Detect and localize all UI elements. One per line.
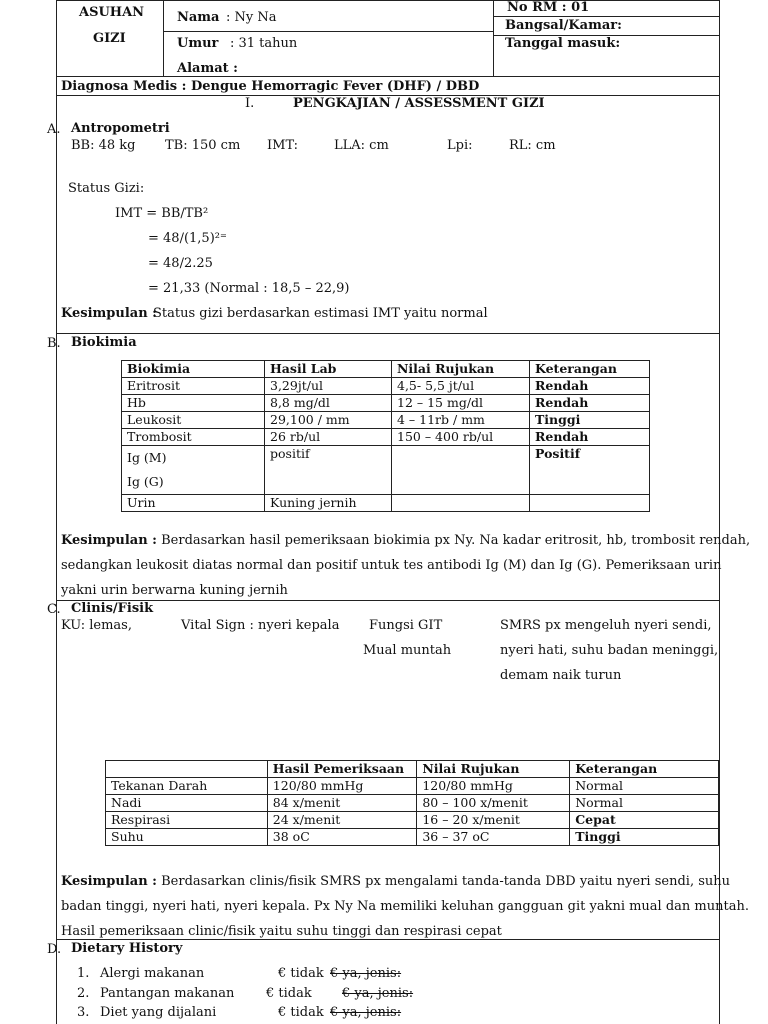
- section-c-letter: C.: [47, 602, 61, 617]
- imt-calc-1: IMT = BB/TB²: [115, 206, 209, 221]
- dietary-item-label: Pantangan makanan: [100, 986, 235, 1001]
- kesimpulan-label: Kesimpulan :: [61, 533, 157, 548]
- table-cell: 4,5- 5,5 jt/ul: [392, 378, 530, 395]
- table-row: [106, 795, 719, 812]
- table-cell: 120/80 mmHg: [417, 778, 570, 795]
- kesimpulan-label: Kesimpulan :: [61, 306, 157, 321]
- kesimpulan-label: Kesimpulan :: [61, 874, 157, 889]
- table-row: [122, 395, 650, 412]
- table-cell: Nadi: [106, 795, 268, 812]
- lpi-label: Lpi:: [447, 138, 473, 153]
- table-cell: Kuning jernih: [265, 495, 392, 512]
- section-divider: [57, 333, 719, 334]
- mual-muntah: Mual muntah: [363, 643, 452, 658]
- alamat-label: Alamat :: [177, 61, 238, 76]
- umur-label: Umur: [177, 36, 219, 51]
- option-ya-jenis[interactable]: € ya, jenis:: [330, 1005, 402, 1020]
- smrs-line2: nyeri hati, suhu badan meninggi,: [500, 643, 719, 658]
- kesimpulan-antropometri: Status gizi berdasarkan estimasi IMT yaitu normal: [153, 306, 488, 321]
- table-header: [106, 761, 268, 778]
- header-line: [163, 31, 493, 32]
- ig-m-label: Ig (M): [127, 450, 167, 465]
- tb-value: TB: 150 cm: [165, 138, 241, 153]
- section-title: PENGKAJIAN / ASSESSMENT GIZI: [293, 96, 545, 111]
- header-bottom-border: [57, 76, 719, 77]
- table-cell: Positif: [530, 446, 650, 495]
- table-cell: 3,29jt/ul: [265, 378, 392, 395]
- header-divider: [493, 0, 494, 76]
- table-header: Hasil Pemeriksaan: [267, 761, 417, 778]
- table-cell: Respirasi: [106, 812, 268, 829]
- table-row: [122, 495, 650, 512]
- ig-g-label: Ig (G): [127, 474, 164, 489]
- clinis-title: Clinis/Fisik: [71, 601, 154, 616]
- table-cell: Trombosit: [122, 429, 265, 446]
- table-cell: [392, 495, 530, 512]
- lla-value: LLA: cm: [334, 138, 389, 153]
- vital-sign-table: [105, 760, 719, 846]
- table-cell: Normal: [570, 795, 719, 812]
- section-b-letter: B.: [47, 336, 61, 351]
- table-cell: Suhu: [106, 829, 268, 846]
- header-divider: [163, 0, 164, 76]
- table-header: Nilai Rujukan: [392, 361, 530, 378]
- kesimpulan-biokimia-line3: yakni urin berwarna kuning jernih: [61, 583, 288, 598]
- table-header-row: [106, 761, 719, 778]
- table-header: Keterangan: [570, 761, 719, 778]
- table-cell: Leukosit: [122, 412, 265, 429]
- section-number: I.: [245, 96, 255, 111]
- biokimia-table: [121, 360, 650, 512]
- table-cell: Tekanan Darah: [106, 778, 268, 795]
- imt-calc-3: = 48/2.25: [148, 256, 213, 271]
- imt-calc-2: = 48/(1,5)²⁼: [148, 231, 227, 246]
- table-cell: 36 – 37 oC: [417, 829, 570, 846]
- table-cell: Tinggi: [570, 829, 719, 846]
- table-cell: Cepat: [570, 812, 719, 829]
- biokimia-title: Biokimia: [71, 335, 137, 350]
- gizi-title: GIZI: [93, 31, 126, 46]
- section-a-letter: A.: [47, 122, 61, 137]
- asuhan-title: ASUHAN: [79, 5, 145, 20]
- table-cell: Normal: [570, 778, 719, 795]
- table-cell: Rendah: [530, 395, 650, 412]
- dietary-item-num: 1.: [77, 966, 90, 981]
- table-row: [106, 829, 719, 846]
- kesimpulan-biokimia-line2: sedangkan leukosit diatas normal dan positif untuk tes antibodi Ig (M) dan Ig (G). Pemeriksaan urin: [61, 558, 722, 573]
- assessment-document: [47, 0, 751, 1024]
- rl-value: RL: cm: [509, 138, 556, 153]
- table-cell: Urin: [122, 495, 265, 512]
- table-cell: Rendah: [530, 429, 650, 446]
- table-cell: 24 x/menit: [267, 812, 417, 829]
- table-cell: Eritrosit: [122, 378, 265, 395]
- table-row: [122, 429, 650, 446]
- umur-value: : 31 tahun: [230, 36, 298, 51]
- option-tidak[interactable]: € tidak: [278, 966, 324, 981]
- imt-calc-4: = 21,33 (Normal : 18,5 – 22,9): [148, 281, 350, 296]
- diagnosa-medis: Diagnosa Medis : Dengue Hemorragic Fever (DHF) / DBD: [61, 79, 480, 94]
- table-cell: [122, 446, 265, 495]
- table-cell: 80 – 100 x/menit: [417, 795, 570, 812]
- table-cell: 84 x/menit: [267, 795, 417, 812]
- table-row: [106, 778, 719, 795]
- dietary-title: Dietary History: [71, 941, 183, 956]
- smrs-line1: SMRS px mengeluh nyeri sendi,: [500, 618, 712, 633]
- table-cell: 120/80 mmHg: [267, 778, 417, 795]
- tanggal-masuk: Tanggal masuk:: [505, 36, 621, 51]
- table-cell: 150 – 400 rb/ul: [392, 429, 530, 446]
- table-cell: [392, 446, 530, 495]
- table-cell: 26 rb/ul: [265, 429, 392, 446]
- section-d-letter: D.: [47, 942, 62, 957]
- table-cell: Rendah: [530, 378, 650, 395]
- nama-value: : Ny Na: [226, 10, 277, 25]
- dietary-item-label: Alergi makanan: [100, 966, 205, 981]
- kesimpulan-text: Berdasarkan clinis/fisik SMRS px mengalami tanda-tanda DBD yaitu nyeri sendi, suhu: [161, 874, 730, 889]
- ku-value: KU: lemas,: [61, 618, 132, 633]
- table-cell: 8,8 mg/dl: [265, 395, 392, 412]
- kesimpulan-clinis-line3: Hasil pemeriksaan clinic/fisik yaitu suhu tinggi dan respirasi cepat: [61, 924, 502, 939]
- header-line: [493, 16, 719, 17]
- table-row: [122, 378, 650, 395]
- kesimpulan-clinis-line2: badan tinggi, nyeri hati, nyeri kepala. Px Ny Na memiliki keluhan gangguan git yakni mual dan muntah.: [61, 899, 749, 914]
- dietary-item-num: 2.: [77, 986, 90, 1001]
- antropometri-title: Antropometri: [71, 121, 170, 136]
- kesimpulan-biokimia-line1: [61, 533, 750, 548]
- kesimpulan-clinis-line1: [61, 874, 730, 889]
- table-cell: 12 – 15 mg/dl: [392, 395, 530, 412]
- table-cell: [530, 495, 650, 512]
- table-row: [122, 412, 650, 429]
- table-cell: Hb: [122, 395, 265, 412]
- table-cell: positif: [265, 446, 392, 495]
- dietary-item-num: 3.: [77, 1005, 90, 1020]
- bangsal-kamar: Bangsal/Kamar:: [505, 18, 622, 33]
- bb-value: BB: 48 kg: [71, 138, 136, 153]
- no-rm: No RM : 01: [507, 0, 590, 15]
- table-cell: 4 – 11rb / mm: [392, 412, 530, 429]
- vital-sign: Vital Sign : nyeri kepala: [181, 618, 340, 633]
- section-divider: [57, 600, 719, 601]
- option-tidak[interactable]: € tidak: [266, 986, 312, 1001]
- top-border: [57, 0, 719, 1]
- status-gizi-label: Status Gizi:: [68, 181, 145, 196]
- kesimpulan-text: Berdasarkan hasil pemeriksaan biokimia px Ny. Na kadar eritrosit, hb, trombosit rendah,: [161, 533, 751, 548]
- table-row: [122, 446, 650, 495]
- table-cell: Tinggi: [530, 412, 650, 429]
- option-ya-jenis[interactable]: € ya, jenis:: [330, 966, 402, 981]
- dietary-item-label: Diet yang dijalani: [100, 1005, 217, 1020]
- table-cell: 16 – 20 x/menit: [417, 812, 570, 829]
- option-ya-jenis[interactable]: € ya, jenis:: [342, 986, 414, 1001]
- table-header: Biokimia: [122, 361, 265, 378]
- fungsi-git: Fungsi GIT: [369, 618, 443, 633]
- imt-label: IMT:: [267, 138, 299, 153]
- smrs-line3: demam naik turun: [500, 668, 622, 683]
- section-divider: [57, 939, 719, 940]
- table-header-row: [122, 361, 650, 378]
- nama-label: Nama: [177, 10, 220, 25]
- table-header: Nilai Rujukan: [417, 761, 570, 778]
- table-header: Keterangan: [530, 361, 650, 378]
- table-cell: 29,100 / mm: [265, 412, 392, 429]
- table-row: [106, 812, 719, 829]
- table-cell: 38 oC: [267, 829, 417, 846]
- table-header: Hasil Lab: [265, 361, 392, 378]
- option-tidak[interactable]: € tidak: [278, 1005, 324, 1020]
